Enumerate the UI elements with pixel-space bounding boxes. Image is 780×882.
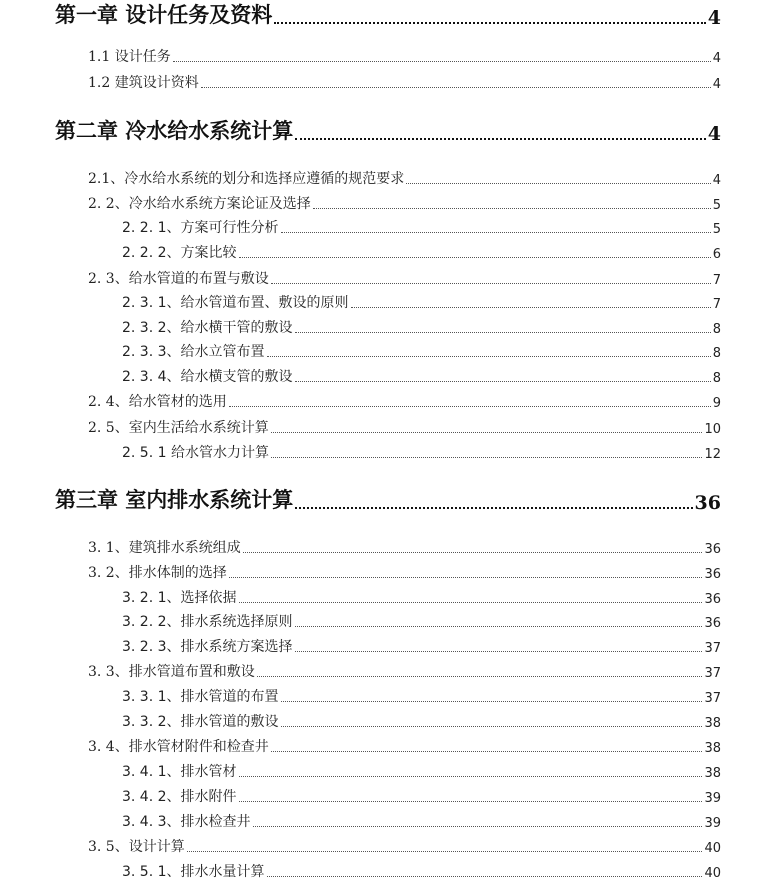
toc-entry — [122, 242, 721, 262]
toc-entry-title: 3. 5. 1、排水水量计算 — [122, 864, 265, 880]
toc-entry — [122, 636, 721, 656]
toc-entry-page: 40 — [704, 841, 721, 856]
toc-entry-page: 38 — [704, 716, 721, 731]
toc-entry — [88, 168, 721, 188]
toc-entry-page: 7 — [712, 273, 721, 288]
dot-leader — [271, 750, 703, 752]
toc-entry — [88, 268, 721, 288]
dot-leader — [243, 551, 703, 553]
dot-leader — [295, 625, 703, 627]
dot-leader — [257, 675, 703, 677]
toc-entry — [122, 366, 721, 386]
toc-entry-title: 第三章 室内排水系统计算 — [55, 487, 294, 512]
dot-leader — [351, 306, 711, 308]
toc-entry — [122, 292, 721, 312]
toc-entry — [122, 711, 721, 731]
toc-entry — [122, 341, 721, 361]
toc-entry-title: 3. 2. 1、选择依据 — [122, 590, 237, 606]
toc-entry-title: 3. 4. 1、排水管材 — [122, 764, 237, 780]
dot-leader — [271, 282, 711, 284]
dot-leader — [295, 137, 705, 140]
toc-entry-page: 10 — [704, 422, 721, 437]
dot-leader — [201, 86, 711, 88]
dot-leader — [295, 331, 711, 333]
dot-leader — [253, 825, 703, 827]
toc-entry-title: 2. 3. 4、给水横支管的敷设 — [122, 369, 293, 385]
toc-entry — [122, 442, 721, 462]
toc-entry — [122, 611, 721, 631]
dot-leader — [281, 725, 703, 727]
toc-entry-page: 9 — [712, 396, 721, 411]
toc-entry — [122, 686, 721, 706]
toc-entry-title: 1.2 建筑设计资料 — [88, 75, 199, 91]
toc-chapter-entry — [55, 3, 721, 29]
dot-leader — [187, 850, 703, 852]
toc-entry-page: 36 — [704, 542, 721, 557]
toc-entry-page: 40 — [704, 866, 721, 881]
dot-leader — [229, 576, 703, 578]
toc-entry-page: 4 — [712, 77, 721, 92]
toc-entry-title: 2. 3. 3、给水立管布置 — [122, 344, 265, 360]
toc-entry-title: 2. 2、冷水给水系统方案论证及选择 — [88, 196, 311, 212]
dot-leader — [295, 380, 711, 382]
toc-entry-title: 2. 4、给水管材的选用 — [88, 394, 227, 410]
toc-entry-title: 3. 3. 1、排水管道的布置 — [122, 689, 279, 705]
toc-entry-title: 2. 3、给水管道的布置与敷设 — [88, 271, 269, 287]
toc-entry-title: 3. 3. 2、排水管道的敷设 — [122, 714, 279, 730]
toc-entry-title: 3. 4. 3、排水检查井 — [122, 814, 251, 830]
toc-chapter-entry — [55, 119, 721, 145]
toc-entry-title: 3. 4. 2、排水附件 — [122, 789, 237, 805]
toc-entry-page: 37 — [704, 666, 721, 681]
toc-entry — [88, 417, 721, 437]
toc-entry — [88, 736, 721, 756]
toc-entry — [88, 46, 721, 66]
toc-entry — [88, 537, 721, 557]
toc-entry — [122, 217, 721, 237]
toc-entry — [122, 861, 721, 881]
dot-leader — [281, 231, 711, 233]
toc-entry-title: 第二章 冷水给水系统计算 — [55, 118, 294, 143]
dot-leader — [267, 355, 711, 357]
dot-leader — [281, 700, 703, 702]
toc-entry-page: 7 — [712, 297, 721, 312]
toc-entry-title: 3. 4、排水管材附件和检查井 — [88, 739, 269, 755]
toc-entry-page: 37 — [704, 691, 721, 706]
toc-entry — [122, 786, 721, 806]
toc-entry — [122, 587, 721, 607]
toc-entry-page: 8 — [712, 322, 721, 337]
toc-entry — [122, 811, 721, 831]
toc-entry-page: 4 — [707, 7, 721, 29]
dot-leader — [271, 431, 703, 433]
toc-entry-page: 36 — [704, 592, 721, 607]
dot-leader — [239, 256, 711, 258]
toc-entry-title: 1.1 设计任务 — [88, 49, 171, 65]
toc-entry-page: 39 — [704, 791, 721, 806]
dot-leader — [239, 800, 703, 802]
toc-entry-page: 12 — [704, 447, 721, 462]
dot-leader — [274, 21, 705, 24]
toc-entry-page: 36 — [704, 567, 721, 582]
toc-entry-title: 2. 2. 2、方案比较 — [122, 245, 237, 261]
toc-entry — [88, 661, 721, 681]
toc-entry-page: 37 — [704, 641, 721, 656]
toc-entry — [88, 836, 721, 856]
toc-entry-title: 3. 1、建筑排水系统组成 — [88, 540, 241, 556]
toc-entry — [88, 391, 721, 411]
toc-entry-title: 2. 5、室内生活给水系统计算 — [88, 420, 269, 436]
dot-leader — [267, 875, 703, 877]
toc-entry — [122, 317, 721, 337]
toc-entry — [88, 72, 721, 92]
toc-entry-title: 第一章 设计任务及资料 — [55, 2, 273, 27]
toc-entry-title: 2. 3. 2、给水横干管的敷设 — [122, 320, 293, 336]
toc-entry-title: 2.1、冷水给水系统的划分和选择应遵循的规范要求 — [88, 171, 405, 187]
toc-entry-page: 5 — [712, 222, 721, 237]
toc-entry-title: 3. 2、排水体制的选择 — [88, 565, 227, 581]
toc-entry-page: 36 — [704, 616, 721, 631]
toc-chapter-entry — [55, 488, 721, 514]
toc-entry-title: 2. 5. 1 给水管水力计算 — [122, 445, 269, 461]
dot-leader — [239, 601, 703, 603]
toc-entry — [88, 193, 721, 213]
toc-entry-page: 8 — [712, 346, 721, 361]
toc-entry — [122, 761, 721, 781]
dot-leader — [239, 775, 703, 777]
dot-leader — [313, 207, 711, 209]
dot-leader — [406, 182, 710, 184]
dot-leader — [229, 405, 711, 407]
dot-leader — [295, 650, 703, 652]
toc-entry-page: 5 — [712, 198, 721, 213]
toc-entry-page: 4 — [707, 123, 721, 145]
dot-leader — [271, 456, 702, 458]
toc-entry-page: 38 — [704, 741, 721, 756]
dot-leader — [295, 506, 692, 509]
toc-entry — [88, 562, 721, 582]
toc-entry-title: 3. 2. 3、排水系统方案选择 — [122, 639, 293, 655]
toc-entry-page: 8 — [712, 371, 721, 386]
dot-leader — [173, 60, 711, 62]
toc-entry-page: 6 — [712, 247, 721, 262]
toc-entry-page: 36 — [694, 492, 721, 514]
toc-entry-title: 3. 5、设计计算 — [88, 839, 185, 855]
toc-entry-title: 3. 3、排水管道布置和敷设 — [88, 664, 255, 680]
toc-entry-title: 3. 2. 2、排水系统选择原则 — [122, 614, 293, 630]
toc-entry-page: 39 — [704, 816, 721, 831]
toc-entry-title: 2. 2. 1、方案可行性分析 — [122, 220, 279, 236]
toc-entry-page: 4 — [712, 51, 721, 66]
toc-entry-page: 4 — [712, 173, 721, 188]
toc-entry-title: 2. 3. 1、给水管道布置、敷设的原则 — [122, 295, 349, 311]
toc-entry-page: 38 — [704, 766, 721, 781]
